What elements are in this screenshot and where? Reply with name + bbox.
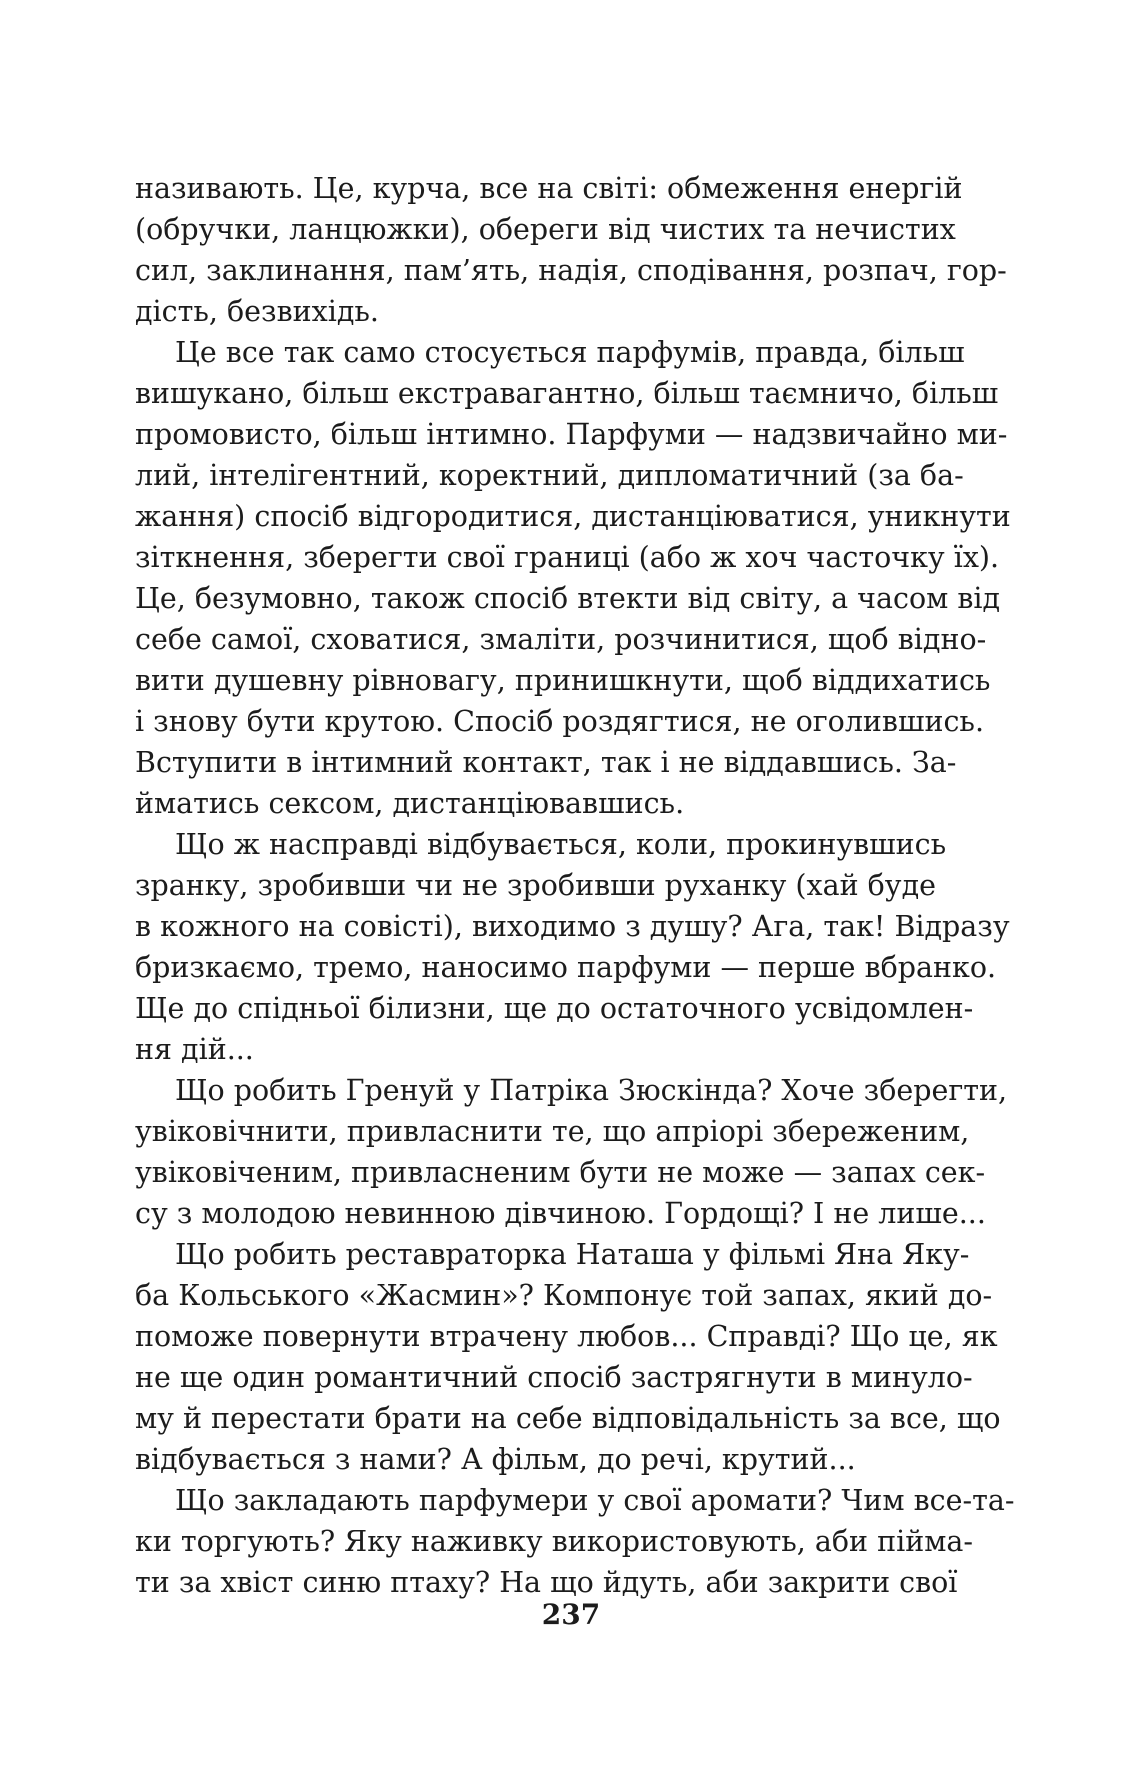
text-line: зіткнення, зберегти свої границі (або ж хоч часточку їх). [135, 541, 1000, 574]
body-text [135, 168, 1015, 1603]
text-line: називають. Це, курча, все на світі: обмеження енергій [135, 172, 963, 205]
text-line: вити душевну рівновагу, принишкнути, щоб віддихатись [135, 664, 991, 697]
text-line: (обручки, ланцюжки), обереги від чистих та нечистих [135, 213, 956, 246]
text-line: Що робить реставраторка Наташа у фільмі Яна Яку- [175, 1238, 970, 1271]
text-line: Що ж насправді відбувається, коли, прокинувшись [175, 828, 947, 861]
text-line: Вступити в інтимний контакт, так і не віддавшись. За- [135, 746, 957, 779]
paragraph [135, 824, 1010, 1070]
text-line: вишукано, більш екстравагантно, більш таємничо, більш [135, 377, 999, 410]
text-line: сил, заклинання, пам’ять, надія, сподівання, розпач, гор- [135, 254, 1007, 287]
text-line: зранку, зробивши чи не зробивши руханку (хай буде [135, 869, 936, 902]
text-line: Що робить Гренуй у Патріка Зюскінда? Хоче зберегти, [175, 1074, 1008, 1107]
page-number: 237 [541, 1598, 601, 1631]
paragraph [135, 1070, 1008, 1234]
text-line: промовисто, більш інтимно. Парфуми — надзвичайно ми- [135, 418, 1008, 451]
text-line: Ще до спідньої білизни, ще до остаточного усвідомлен- [135, 992, 974, 1025]
paragraph [135, 168, 1007, 332]
text-line: увіковічнити, привласнити те, що апріорі збереженим, [135, 1115, 970, 1148]
text-line: Це, безумовно, також спосіб втекти від світу, а часом від [135, 582, 1001, 615]
text-line: йматись сексом, дистанціювавшись. [135, 787, 685, 820]
text-line: бризкаємо, тремо, наносимо парфуми — перше вбранко. [135, 951, 997, 984]
text-line: су з молодою невинною дівчиною. Гордощі? І не лише... [135, 1197, 986, 1230]
paragraph [135, 332, 1011, 824]
text-line: себе самої, сховатися, змаліти, розчинитися, щоб відно- [135, 623, 987, 656]
text-line: Це все так само стосується парфумів, правда, більш [175, 336, 965, 369]
text-line: ки торгують? Яку наживку використовують, аби пійма- [135, 1525, 973, 1558]
text-line: увіковіченим, привласненим бути не може — запах сек- [135, 1156, 986, 1189]
text-line: Що закладають парфумери у свої аромати? Чим все-та- [175, 1484, 1015, 1517]
text-line: в кожного на совісті), виходимо з душу? Ага, так! Відразу [135, 910, 1010, 943]
text-line: дість, безвихідь. [135, 295, 379, 328]
text-line: не ще один романтичний спосіб застрягнути в минуло- [135, 1361, 973, 1394]
text-line: ня дій... [135, 1033, 254, 1066]
text-line: жання) спосіб відгородитися, дистанціюватися, уникнути [135, 500, 1011, 533]
text-line: і знову бути крутою. Спосіб роздягтися, не оголившись. [135, 705, 985, 738]
text-line: му й перестати брати на себе відповідальність за все, що [135, 1402, 1001, 1435]
text-line: відбувається з нами? А фільм, до речі, крутий... [135, 1443, 856, 1476]
text-line: ти за хвіст синю птаху? На що йдуть, аби закрити свої [135, 1566, 958, 1599]
text-line: лий, інтелігентний, коректний, дипломатичний (за ба- [135, 459, 964, 492]
paragraph [135, 1234, 1001, 1480]
text-line: ба Кольського «Жасмин»? Компонує той запах, який до- [135, 1279, 993, 1312]
paragraph [135, 1480, 1015, 1603]
text-line: поможе повернути втрачену любов... Справді? Що це, як [135, 1320, 998, 1353]
